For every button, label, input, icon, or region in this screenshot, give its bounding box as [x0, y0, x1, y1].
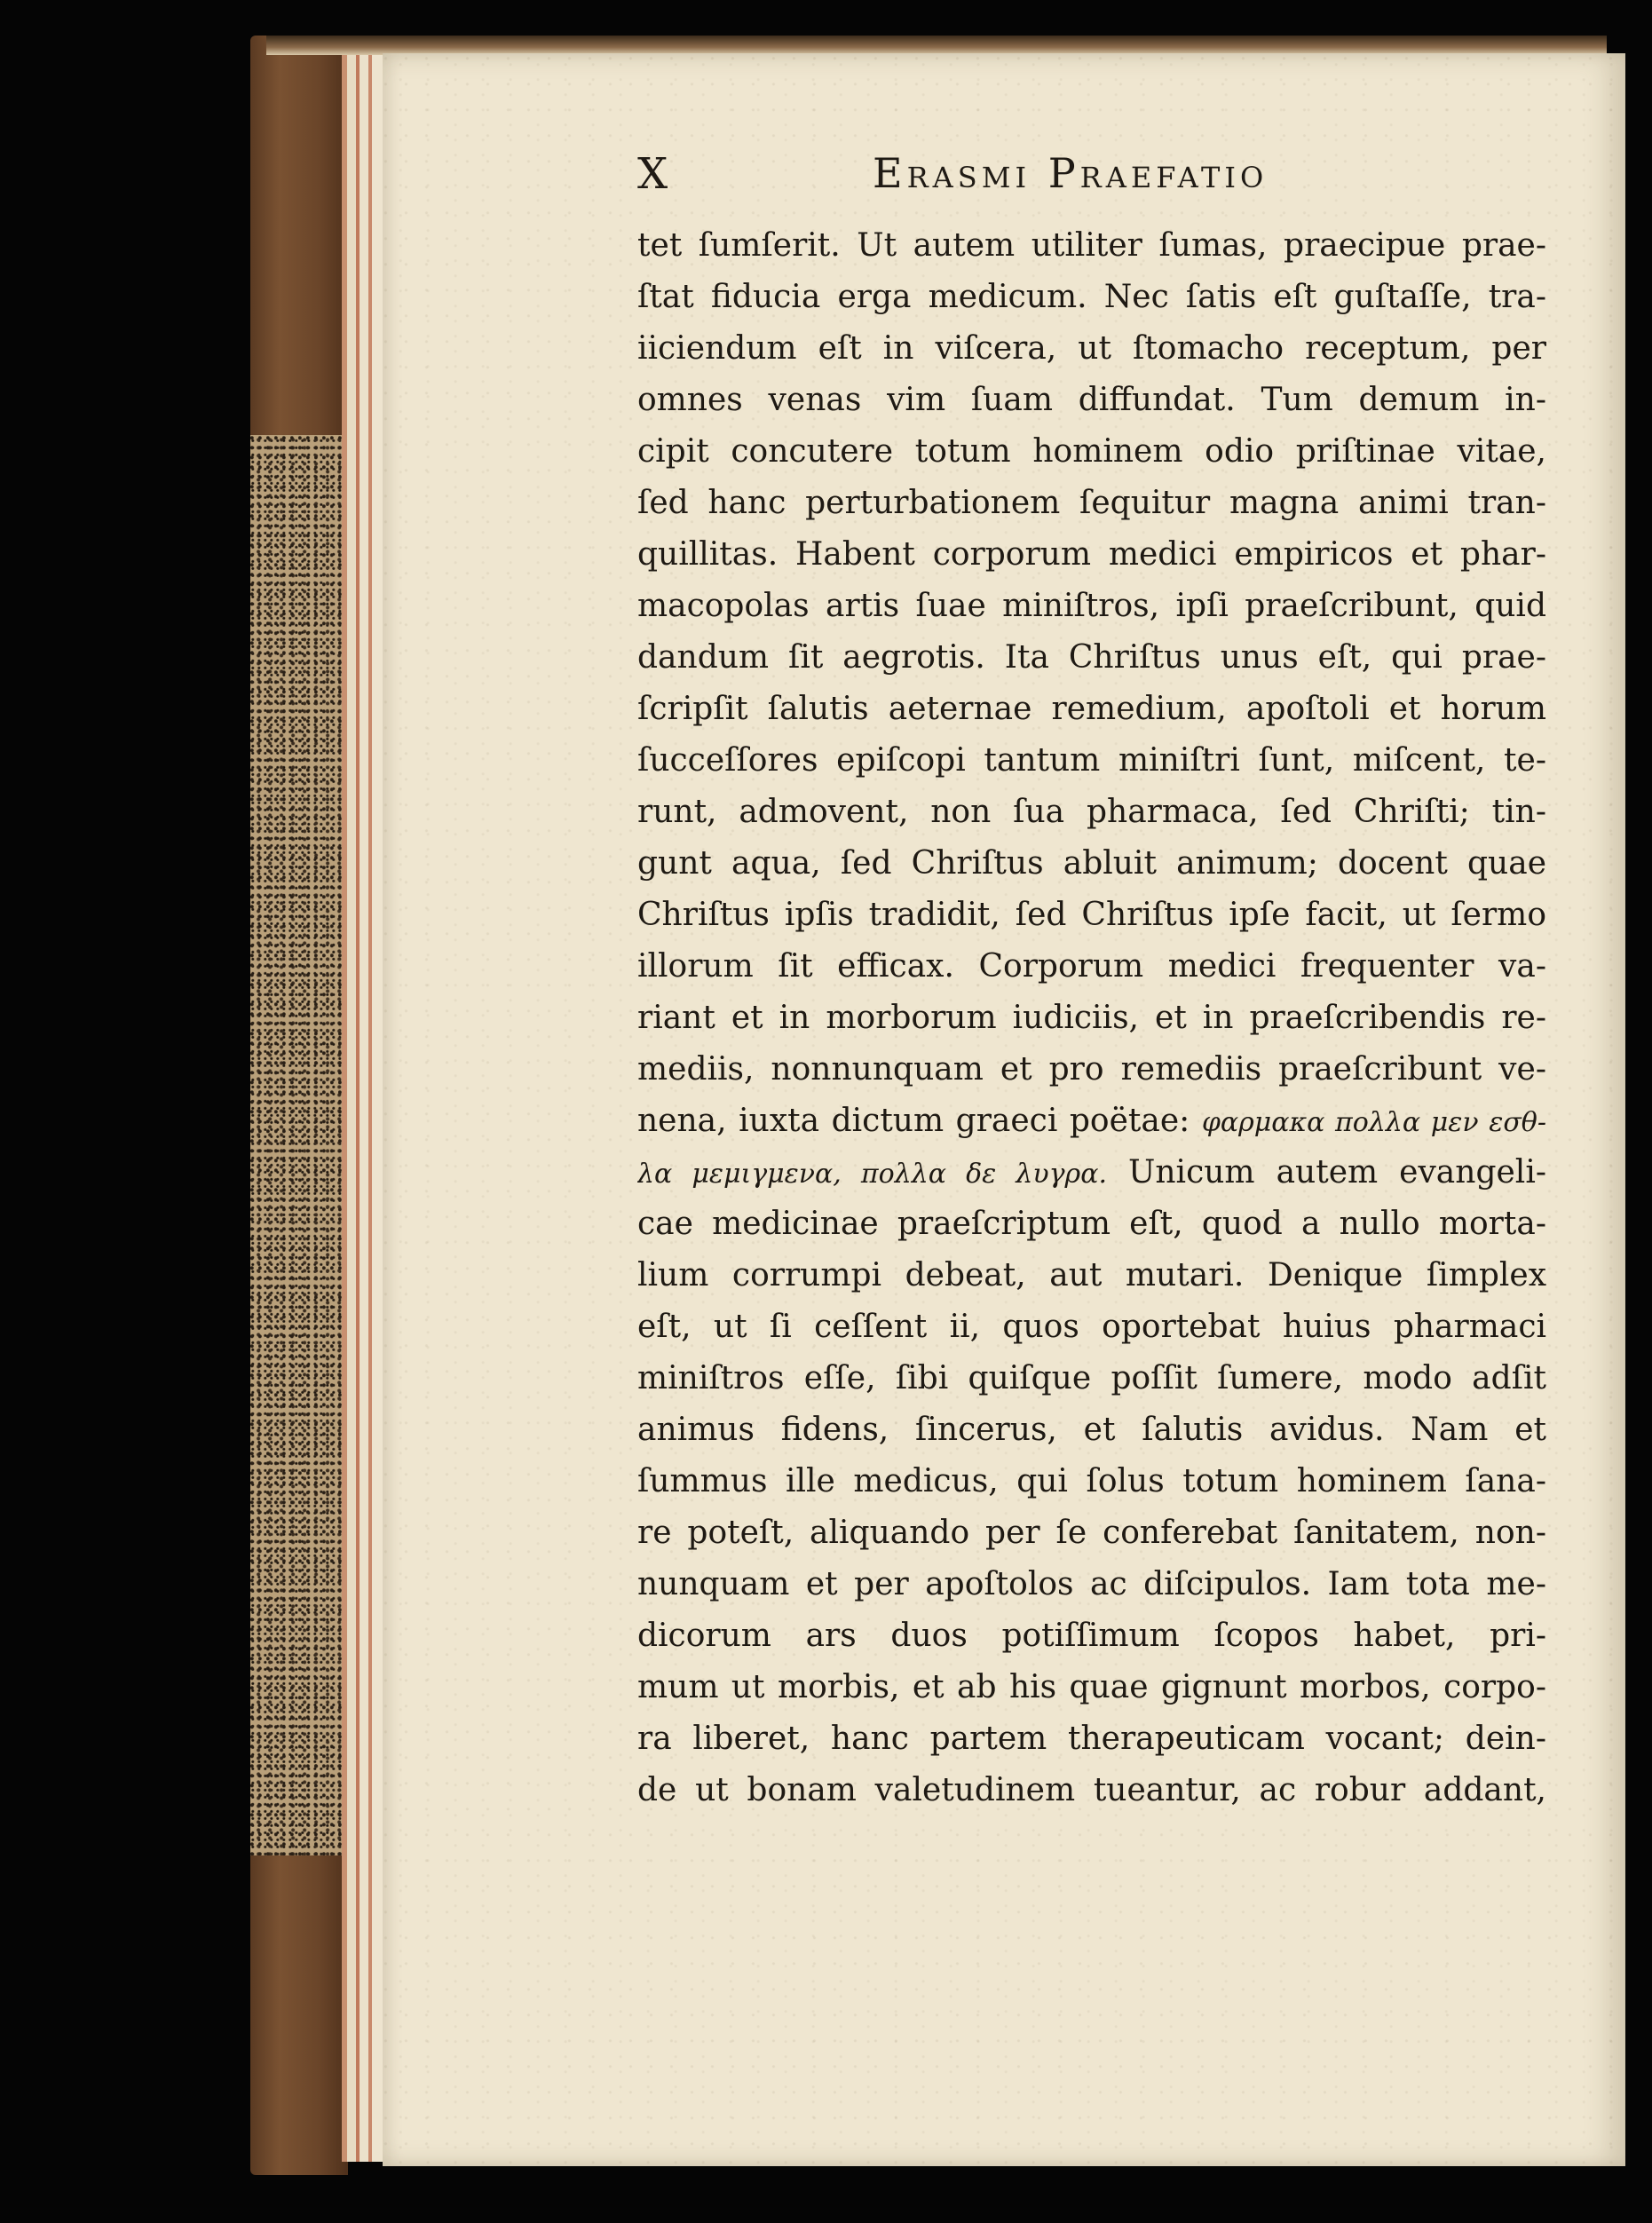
text-line: omnes venas vim ſuam diffundat. Tum demum in-	[637, 382, 1546, 418]
text-line: mediis, nonnunquam et pro remediis praeſcribunt ve-	[637, 1051, 1546, 1088]
greek-quotation: φαρμακα πολλα μεν εσθ-	[1201, 1107, 1546, 1138]
text-line: re poteſt, aliquando per ſe conferebat ſanitatem, non-	[637, 1515, 1546, 1551]
page-edge	[372, 49, 383, 2162]
text-line: ſcripſit ſalutis aeternae remedium, apoſtoli et horum	[637, 691, 1546, 727]
text-line: animus fidens, ſincerus, et ſalutis avidus. Nam et	[637, 1412, 1546, 1448]
page-edge	[347, 49, 356, 2162]
text-line: lium corrumpi debeat, aut mutari. Denique ſimplex	[637, 1257, 1546, 1293]
page-edge	[360, 49, 368, 2162]
page-header	[637, 149, 1312, 202]
text-line: miniſtros eſſe, ſibi quiſque poſſit ſumere, modo adſit	[637, 1360, 1546, 1396]
book-top-edge	[266, 36, 1607, 55]
text-line: ſed hanc perturbationem ſequitur magna animi tran-	[637, 485, 1546, 521]
text-line: Chriſtus ipſis tradidit, ſed Chriſtus ipſe facit, ut ſermo	[637, 897, 1546, 933]
text-line: eſt, ut ſi ceſſent ii, quos oportebat huius pharmaci	[637, 1309, 1546, 1345]
text-line: riant et in morborum iudiciis, et in praeſcribendis re-	[637, 1000, 1546, 1036]
text-line: ſucceſſores epiſcopi tantum miniſtri ſunt, miſcent, te-	[637, 742, 1546, 779]
text-line: macopolas artis ſuae miniſtros, ipſi praeſcribunt, quid	[637, 588, 1546, 624]
text-segment: nena, iuxta dictum graeci poëtae:	[637, 1103, 1190, 1139]
page-number: X	[637, 149, 670, 199]
text-line: ſummus ille medicus, qui ſolus totum hominem ſana-	[637, 1463, 1546, 1499]
text-line: dicorum ars duos potiſſimum ſcopos habet, pri-	[637, 1618, 1546, 1654]
running-head: Erasmi Praefatio	[873, 149, 1269, 197]
text-line: ra liberet, hanc partem therapeuticam vocant; dein-	[637, 1721, 1546, 1757]
text-line: tet ſumſerit. Ut autem utiliter ſumas, praecipue prae-	[637, 227, 1546, 264]
text-line: cipit concutere totum hominem odio priſtinae vitae,	[637, 433, 1546, 470]
text-line: quillitas. Habent corporum medici empiricos et phar-	[637, 536, 1546, 573]
text-line: mum ut morbis, et ab his quae gignunt morbos, corpo-	[637, 1669, 1546, 1705]
text-line: ſtat fiducia erga medicum. Nec ſatis eſt guſtaſſe, tra-	[637, 279, 1546, 315]
text-segment: Unicum autem evangeli-	[1128, 1154, 1546, 1191]
marbled-cover-paper	[250, 435, 348, 1855]
text-line: dandum ſit aegrotis. Ita Chriſtus unus eſt, qui prae-	[637, 639, 1546, 676]
text-line: iiciendum eſt in viſcera, ut ſtomacho receptum, per	[637, 330, 1546, 367]
text-line: de ut bonam valetudinem tueantur, ac robur addant,	[637, 1772, 1546, 1808]
text-line: illorum ſit efficax. Corporum medici frequenter va-	[637, 948, 1546, 985]
text-line-with-greek	[637, 1096, 1546, 1147]
greek-quotation-line	[637, 1147, 1546, 1199]
text-line: nunquam et per apoſtolos ac diſcipulos. Iam tota me-	[637, 1566, 1546, 1602]
text-line: gunt aqua, ſed Chriſtus abluit animum; docent quae	[637, 845, 1546, 882]
body-text	[637, 220, 1546, 1816]
greek-quotation: λα μεμιγμενα, πολλα δε λυγρα.	[637, 1159, 1107, 1190]
text-line: cae medicinae praeſcriptum eſt, quod a nullo morta-	[637, 1206, 1546, 1242]
text-line: runt, admovent, non ſua pharmaca, ſed Chriſti; tin-	[637, 794, 1546, 830]
